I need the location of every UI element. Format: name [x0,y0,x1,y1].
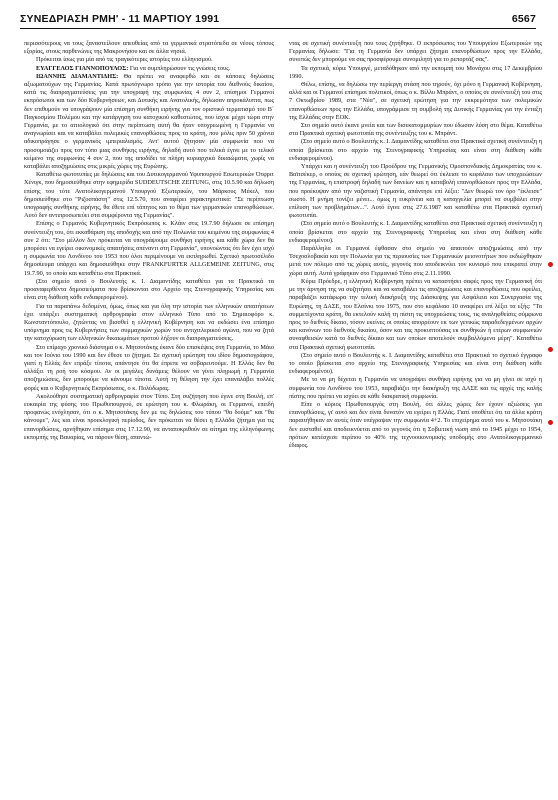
paragraph [24,220,274,277]
left-text-column [24,40,274,792]
paragraph [24,65,274,73]
paragraph-text: περισσότερους να τους ξαναστείλουν απευθείας από τα γερμανικά στρατόπεδα σε νέους τόπους εξορίας, στους παρθενώνες της Μακρονήσου και σε άλλα νησιά. [24,40,274,56]
paragraph [24,303,274,344]
paragraph [289,376,542,401]
paragraph [24,344,274,393]
paragraph-text: Ακολούθησε συστηματική αρθρογραφία στον Τύπο. Στη συζήτηση που έγινε στη Βουλή, επ' ευκαιρία της φύσης του Πρωθυπουργού, σε ερώτηση του κ. Φλωράκη, οι Γερμανοί, επειδή προφανώς ενόχλησαν, ότι ο κ. Μητσοτάκης δεν με τις δηλώσεις του τύπου "θα δούμε" και "θα κάνουμε", λες και είναι προεκλογική περίοδος, δεν πρόκειται να θέσει η Ελλάδα ζήτημα για τις επανορθώσεις, αρνήθηκαν επίσημα στις 17.12.90, να ανταποκριθούν σε αίτημα της ελληνόφωνης εκπομπής της Βαυαρίας, να πάρουν θέση, απαντώ- [24,392,274,441]
page-header [20,8,536,29]
paragraph [289,81,542,122]
paragraph-text: Καταθέτω φωτοτυπίες με δηλώσεις και του Δυτικογερμανού Υφυπουργού Εσωτερικών Ότφριτ Χένιγκ, που δημοσιεύθηκε στην εφημερίδα SUDDEUTSCHE ZEITUNG, στις 10.5.90 και δήλωση επίσης του τότε Ανατολικογερμανού Υπουργού Εξωτερικών, του Μάρκους Μέκελ, που δημοσιεύθηκε στο "Ριζοσπάστη" στις 12.5.70, που αναφέρει χαρακτηριστικά: "Σε περίπτωση υπογραφής συνθήκης ειρήνης, θα έθετε επί τάπητος και το θέμα των γερμανικών επανορθώσεων. Αυτό δεν αντιπροσωπεύει στα συμφέροντα της Γερμανίας". [24,171,274,220]
speaker-name: ΙΩΑΝΝΗΣ ΔΙΑΜΑΝΤΙΔΗΣ: [36,72,119,80]
paragraph-text: Τα σχετικά, κύριε Υπουργέ, μεταδόθηκαν από την εκπομπή του Μονάχου στις 17 Δεκεμβρίου 1990. [289,64,542,80]
paragraph [289,40,542,65]
session-title: ΣΥΝΕΔΡΙΑΣΗ ΡΜΗ' - 11 ΜΑΡΤΙΟΥ 1991 [20,13,220,25]
paragraph-text: (Στο σημείο αυτό ο Βουλευτής κ. Ι. Διαμαντίδης καταθέτει στα Πρακτικά το σχετικό έγγραφο το οποίο βρίσκεται στο αρχείο της Στενογραφικής Υπηρεσίας και είναι στη διάθεση κάθε ενδιαφερομένου). [289,351,542,376]
paragraph-text: Στο σημείο αυτό έκανε μνεία και των δισεκατομμυρίων που έδωσαν λύση στο θέμα. Καταθέτω στα Πρακτικά σχετική φωτοτυπία της συνέντευξης του κ. Μπράντ. [289,122,542,138]
paragraph-text: Για τα παραπάνω δεδομένα, όμως, όπως και για όλη την ιστορία των ελληνικών απαιτήσεων έχει υπάρξει συστηματική αρθρογραφία στον ελληνικό Τύπο από το Σημαιοφόρο κ. Κωνσταντόπουλο, ζητώντας να βισσθεί η ελληνική Κυβέρνηση και να εκδώσει ένα επίσημο υπόμνημα προς τις Κυβερνήσεις των συμμαχικών χωρών του αντιχιτλερικού αγώνα, που να ζητά την κατοχύρωση των ελληνικών δικαιωμάτων προτού λήξουν οι διαπραγματεύσεις. [24,302,274,343]
paragraph [289,138,542,163]
paragraph [24,393,274,442]
paragraph-text: Στο επίμαχο χρονικό διάστημα ο κ. Μητσοτάκης έκανε δύο επισκέψεις στη Γερμανία, το Μάιο και τον Ιούνιο του 1990 και δεν έθεσε το ζήτημα. Σε σχετική ερώτηση του ιδίου δημοσιογράφου, γιατί η Ελλάς δεν επράξε τίποτα, απάντησε ότι θα έπρεπε να σοβαρευτούμε. Η Ελλάς δεν θα αλλάξει τη ροή του κόσμου. Αν οι μεγάλες δυνάμεις θέλουν να γίνει πληρωμή η Γερμανία αποζημιώσεις, δεν μπορούμε να κάνουμε τίποτα. Αυτή τη θέληση την έχει επαναλάβει πολλές φορές και ο Κυβερνητικός Εκπρόσωπος, ο κ. Πολύδωρας. [24,343,274,392]
right-text-column [289,40,542,792]
paragraph-text: Πρόκειται ίσως για μία από τις τραγικότερες ιστορίες του ελληνισμού. [36,56,213,64]
paragraph [289,278,542,352]
paragraph [289,163,542,220]
paragraph [24,56,274,64]
margin-mark [548,347,553,352]
paragraph-text: Κύριε Πρόεδρε, η ελληνική Κυβέρνηση πρέπει να καταστήσει σαφές προς την Γερμανική ότι με την άρνηση της να συζητήσει και να καταβάλει τις αποζημιώσεις και επανορθώσεις που οφείλει, παραβιάζει κατάφωρα την τελική διακήρυξη της Διάσκεψης για Ασφάλεια και Συνεργασία της Ευρώπης, τη ΔΑΣΕ, του Ελσίνκι του 1975, που στο κεφάλαιο 10 αναφέρει επί λέξει τα εξής: "Τα συμμετέχοντα κράτη, θα εκτελούν καλή τη πίστη τις υποχρεώσεις τους, τις αναληφθείσες σύμφωνα προς το διεθνές δίκαιο, τόσον εκείνες οι οποίες απορρέουν εκ των γενικώς παραδεδεγμένων αρχών και κανόνων του διεθνούς δικαίου, όσον και τας προκυπτούσας εκ συνθηκών ή ετέρων συμφωνιών συναφθεισών κατά το διεθνές δίκαιο και των οποίων αποτελούν συμβαλλόμενα μέρη". Καταθέτω στα Πρακτικά σχετική φωτοτυπία. [289,277,542,351]
paragraph [24,73,274,171]
page-number: 6567 [511,13,536,25]
paragraph-text: Θέλω, επίσης, να δηλώσω την περίεργη στάση που τηρούν, όχι μόνο η Γερμανική Κυβέρνηση, αλλά και οι Γερμανοί επίσημοι πολιτικοί, όπως ο κ. Βίλλυ Μπράντ, ο οποίος σε συνέντευξή του στις 7 Οκτωβρίου 1989, στα "Νέα", σε σχετική ερώτηση για την εκκρεμότητα των πολεμικών επανορθώσεων προς την Ελλάδα, υπογράμμισε τη συμβολή της Δυτικής Γερμανίας για την ένταξη της Ελλάδας στην ΕΟΚ. [289,81,542,121]
paragraph-text: Υπάρχει και η συνέντευξη του Προέδρου της Γερμανικής Ομοσπονδιακής Δημοκρατίας του κ. Βαϊτσέκερ, ο οποίος σε σχετική ερώτηση, εάν θεωρεί ότι έκλεισε το κεφάλαιο των υποχρεώσεων της Γερμανίας, η επιστροφή δηλαδή των δανείων και η καταβολή επανορθώσεων προς την Ελλάδα, που προέκυψαν από την ναζιστική Γερμανία, απάντησε επί λέξει: "Δεν θεωρώ τον όρο "έκλεισε" σωστό. Η μνήμη τονίζει μένει... όμως η ευκρίνεια και η καταγγελία μπορεί να συμβάλει στην επίλυση των προβλημάτων...". Αυτό έγινε στις 27.6.1987 και καταθέτω στα Πρακτικά σχετική φωτοτυπία. [289,163,542,220]
paragraph [289,220,542,245]
paragraph-text: Παράλληλα οι Γερμανοί έφθασαν στο σημείο να απαιτούν αποζημιώσεις από την Τσεχοσλοβακία και την Πολωνία για τις περιουσίες των Γερμανικών μειονοτήτων που εκδιώχθηκαν μετά τον πόλεμο από τις χώρες αυτές, γεγονός που αποδεικνύει τον κυνισμό που επικρατεί στην χώρα αυτή. Αυτά γράφηκαν στο Γερμανικό Τύπο στις 2.11.1990. [289,245,542,277]
paragraph [289,401,542,450]
paragraph-text: (Στο σημείο αυτό ο Βουλευτής κ. Ι. Διαμαντίδης καταθέτει για τα Πρακτικά τα προαναφερθέντα δημοσιεύματα που βρίσκονται στο Αρχείο της Στενογραφικής Υπηρεσίας και είναι στη διάθεση κάθε ενδιαφερομένου). [24,277,274,302]
paragraph [24,278,274,303]
paragraph-text: ντας σε σχετική συνέντευξη που τους ζητήθηκε. Ο εκπρόσωπος του Υπουργείου Εξωτερικών της Γερμανίας δήλωσε: "Για τη Γερμανία δεν υπάρχει ζήτημα επανορθώσεων προς την Ελλάδα, συνεπώς δεν μπορούμε να σας προσφέρουμε συνομιλητή για το ρεπορτάζ σας". [289,40,542,64]
margin-mark [548,262,553,267]
paragraph-text: Με το να μη δέχεται η Γερμανία να υπογράψει συνθήκη ειρήνης για να μη γίνει σε ισχύ η συμφωνία του Λονδίνου του 1953, παραβιάζει την διακήρυξη της ΔΑΣΕ και τις αρχές της καλής πίστης που πρέπει να ισχύει σε κάθε διακρατική συμφωνία. [289,376,542,400]
paragraph-text: Θα πρέπει να αναφερθώ και σε κάποιες δηλώσεις αξιωματούχων της Γερμανίας. Κατά πρωτόγνωρο τρόπο για την ιστορία του διεθνούς δικαίου, κατά τις διαπραγματεύσεις για την υπογραφή της συμφωνίας 4 συν 2, επίσημοι Γερμανοί εκπρόσωποι και των δύο Κυβερνήσεων, και Δυτικής και Ανατολικής, δήλωσαν απροκάλυπτα, πως δεν επιθυμούν να υπογράψουν μία επίσημη συνθήκη ειρήνης για τον οριστικό τερματισμό του Β΄ Παγκοσμίου Πολέμου και την κατάργηση του κατοχικού καθεστώτος, που ίσχυε μέχρι τώρα στην Γερμανία, με το αιτιολογικό ότι στην περίπτωση αυτή θα ήταν υποχρεωμένη η Γερμανία να αναγνωρίσει και να καταβάλει πολεμικές επανορθώσεις προς τα κράτη, που μόλις πριν 50 χρόνια αδικοπράγησε ο γερμανικός ιμπεριαλισμός. Αντ' αυτού ζήτησαν μία συμφωνία που να προσομοιάζει προς τον τύπο μιας συνθήκης ειρήνης, δηλαδή αυτό που τελικά έγινε με το τελικό κείμενο της συμφωνίας 4 συν 2, που της αποδίδει τα πλήρη κυριαρχικά δικαιώματα, χωρίς να καταβάλει αποζημιώσεις στις μικρές χώρες της Ευρώπης. [24,72,274,171]
paragraph [289,65,542,81]
margin-mark [548,420,553,425]
paragraph-text: (Στο σημείο αυτό ο Βουλευτής κ. Ι. Διαμαντίδης καταθέτει στα Πρακτικά σχετική συνέντευξη η οποία βρίσκεται στο αρχείο της Στενογραφικής Υπηρεσίας και είναι στη διάθεση κάθε ενδιαφερομένου). [289,138,542,162]
paragraph-text: Είπε ο κύριος Πρωθυπουργός στη Βουλή, ότι άλλες χώρες δεν έχουν αξιώσεις για επανορθώσεις, γι' αυτό και δεν είναι δυνατόν να εγείρει η Ελλάς. Γιατί υποθέτει ότι τα άλλα κράτη παραιτήθηκαν αν αυτές όταν υπέγραψαν την συμφωνία 4+2. Το επιχείρημα αυτό του κ. Μητσοτάκη δεν ευσταθεί και αποδεικνύεται από το γεγονός ότι η Σοβιετική νωση από το 1945 μέχρι το 1954, πρότων κατέσχεσε περίπου το 40% της τεχνοοικονομικής υποδομής στο Ανατολικογερμανικό έδαφος. [289,400,542,449]
paragraph [24,171,274,220]
paragraph-text: (Στο σημείο αυτό ο Βουλευτής κ. Ι. Διαμαντίδης καταθέτει στα Πρακτικά σχετική συνέντευξη η οποία βρίσκεται στο αρχείο της Στενογραφικής Υπηρεσίας και είναι στη διάθεση κάθε ενδιαφερομένου). [289,220,542,244]
paragraph [289,245,542,278]
paragraph-text: Επίσης ο Γερμανός Κυβερνητικός Εκπρόσωπος κ. Κλάιν στις 19.7.90 δήλωσε σε επίσημη συνέντευξη του, ότι εκκαθάριση της αποδοχής και από την Πολωνία του κειμένου της συμφωνίας 4 συν 2 ότι: "Στο μέλλον δεν πρόκειται να υπογράψουμε συνθήκη ειρήνης και κάθε χώρα δεν θα μπορέσει να εγείρει οικονομικές απαιτήσεις απέναντι στη Γερμανία", υπονοώντας ότι δεν έχει ισχύ η συμφωνία του Λονδίνου του 1953 που όλοι περιμένουμε να εκπληρωθεί. Σχετικό πρωτοσέλιδο δημοσίευμα υπάρχει και δημοσιεύθηκε στην FRANKFURTER ALLGEMEINE ZEITUNG, στις 19.7.90, το οποίο και καταθέτω στα Πρακτικά. [24,220,274,277]
paragraph [289,122,542,138]
paragraph-text: Για να συμπληρώσουν τις γνώσεις τους. [129,64,231,72]
paragraph [289,352,542,377]
speaker-name: ΕΥΑΓΓΕΛΟΣ ΓΙΑΝΝΟΠΟΥΛΟΣ: [36,64,129,72]
paragraph [24,40,274,56]
